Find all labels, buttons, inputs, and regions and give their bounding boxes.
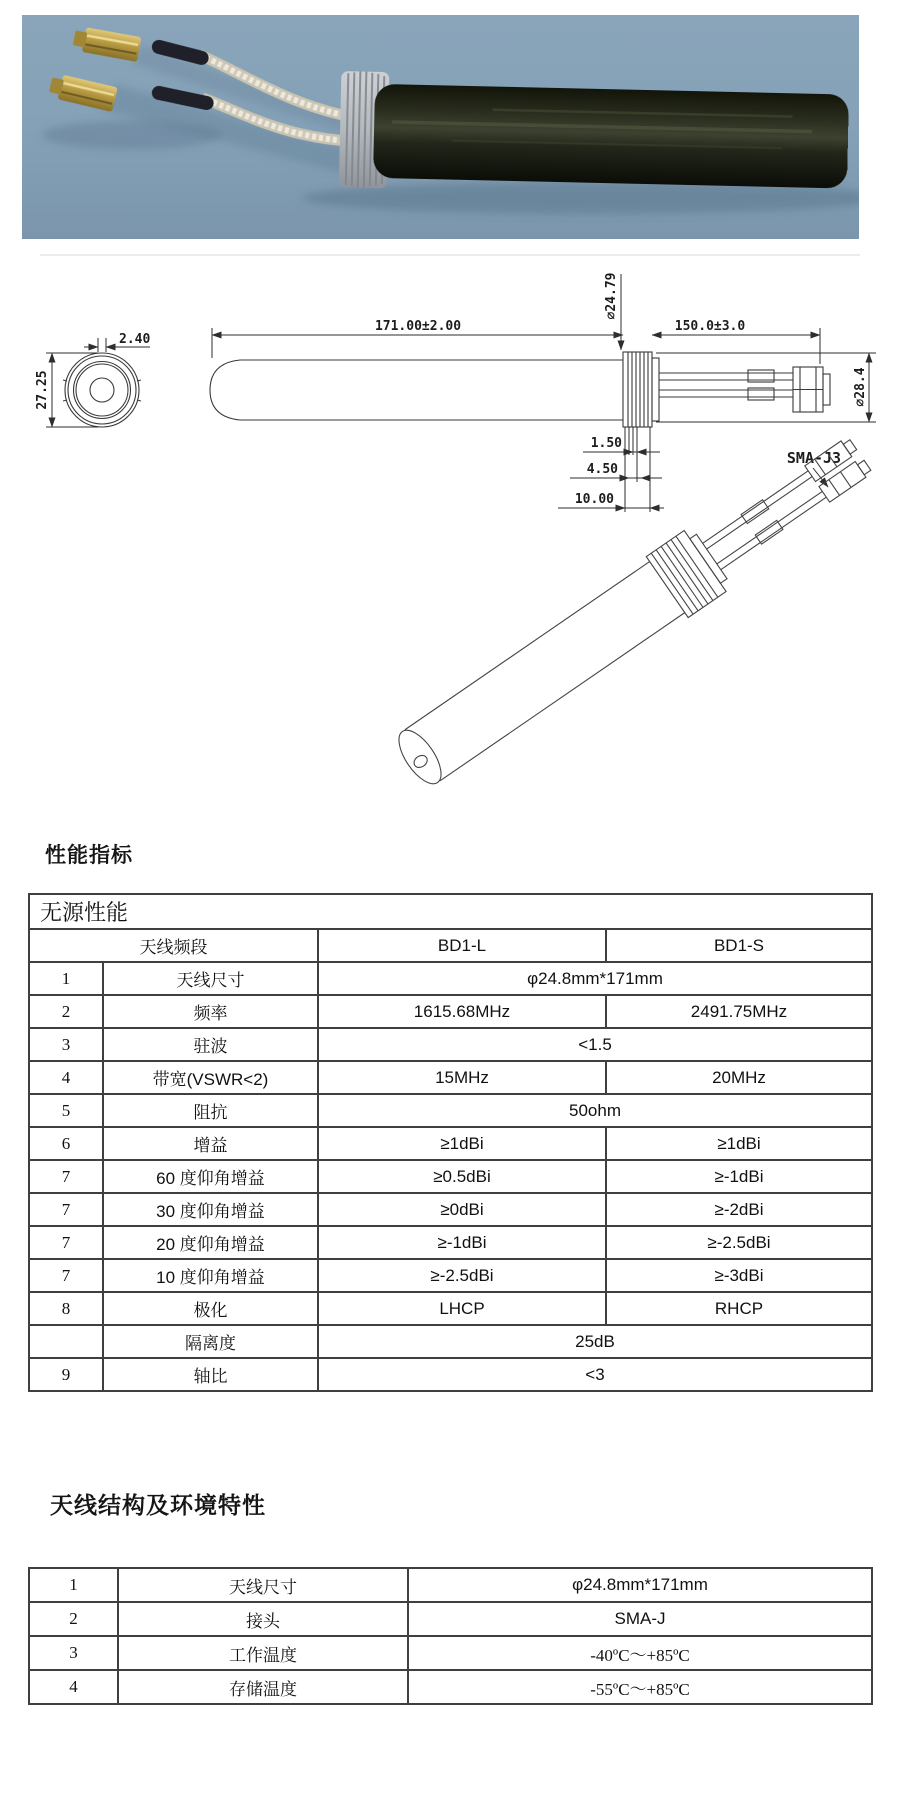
dim-cable-length-label: 150.0±3.0 — [674, 319, 746, 334]
dim-connector-envelope-label: ⌀28.4 — [853, 367, 868, 407]
table-row — [29, 1061, 872, 1094]
dim-step2-label: 4.50 — [586, 462, 618, 477]
table-cell: ≥1dBi — [606, 1127, 872, 1160]
table-cell: -40ºC～+85ºC — [408, 1636, 872, 1670]
connector-type-label: SMA-J3 — [786, 449, 842, 467]
table-cell: ≥-1dBi — [606, 1160, 872, 1193]
structure-table — [28, 1567, 873, 1705]
table-row — [29, 1602, 872, 1636]
radome-body — [373, 84, 849, 189]
table-cell: 1 — [29, 962, 103, 995]
performance-table — [28, 893, 873, 1392]
table-cell: 60 度仰角增益 — [103, 1160, 318, 1193]
table-cell: 天线尺寸 — [103, 962, 318, 995]
table-cell: 7 — [29, 1160, 103, 1193]
table-row — [29, 1226, 872, 1259]
table-cell: 2491.75MHz — [606, 995, 872, 1028]
table-cell: SMA-J — [408, 1602, 872, 1636]
table-row — [29, 962, 872, 995]
table-cell: 8 — [29, 1292, 103, 1325]
table-cell: 工作温度 — [118, 1636, 408, 1670]
table-row — [29, 1568, 872, 1602]
table-cell: 4 — [29, 1061, 103, 1094]
table-cell: -55ºC～+85ºC — [408, 1670, 872, 1704]
table-cell: φ24.8mm*171mm — [408, 1568, 872, 1602]
col-header-band: 天线频段 — [29, 929, 318, 962]
table-cell: 频率 — [103, 995, 318, 1028]
table-row — [29, 1193, 872, 1226]
table-cell: 7 — [29, 1259, 103, 1292]
dim-collar-dia-label: ⌀24.79 — [604, 272, 619, 320]
table-cell: ≥-2dBi — [606, 1193, 872, 1226]
table-cell: 9 — [29, 1358, 103, 1391]
col-header-bd1l: BD1-L — [318, 929, 606, 962]
dim-front-dia-label: 27.25 — [35, 370, 50, 410]
table-cell: 3 — [29, 1636, 118, 1670]
table-cell: 15MHz — [318, 1061, 606, 1094]
side-view — [210, 352, 830, 427]
table-row — [29, 1358, 872, 1391]
table-cell: ≥1dBi — [318, 1127, 606, 1160]
table-row — [29, 1028, 872, 1061]
table-cell: <1.5 — [318, 1028, 872, 1061]
table-cell — [29, 1325, 103, 1358]
table-row — [29, 1325, 872, 1358]
table-cell: 1 — [29, 1568, 118, 1602]
table-cell: ≥0.5dBi — [318, 1160, 606, 1193]
table-cell: LHCP — [318, 1292, 606, 1325]
front-view — [63, 353, 141, 427]
table-cell: 带宽(VSWR<2) — [103, 1061, 318, 1094]
col-header-bd1s: BD1-S — [606, 929, 872, 962]
table-cell: 50ohm — [318, 1094, 872, 1127]
product-photo-art — [22, 15, 859, 239]
table-cell: 5 — [29, 1094, 103, 1127]
dim-step1-label: 1.50 — [590, 436, 622, 451]
table-cell: ≥-3dBi — [606, 1259, 872, 1292]
structure-section-title: 天线结构及环境特性 — [50, 1492, 266, 1518]
table-row — [29, 894, 872, 929]
table-cell: ≥-2.5dBi — [606, 1226, 872, 1259]
table-cell: ≥-1dBi — [318, 1226, 606, 1259]
table-cell: 驻波 — [103, 1028, 318, 1061]
table-cell: 阻抗 — [103, 1094, 318, 1127]
table-cell: ≥-2.5dBi — [318, 1259, 606, 1292]
technical-drawing — [0, 250, 900, 790]
table-cell: 1615.68MHz — [318, 995, 606, 1028]
table-row — [29, 995, 872, 1028]
table-cell: 天线尺寸 — [118, 1568, 408, 1602]
table-cell: 6 — [29, 1127, 103, 1160]
table-cell: 轴比 — [103, 1358, 318, 1391]
product-photo — [22, 15, 859, 239]
dim-step3-label: 10.00 — [574, 492, 614, 507]
table-cell: 3 — [29, 1028, 103, 1061]
table-cell: 20MHz — [606, 1061, 872, 1094]
table-cell: 隔离度 — [103, 1325, 318, 1358]
table-cell: 增益 — [103, 1127, 318, 1160]
table-cell: φ24.8mm*171mm — [318, 962, 872, 995]
table-cell: 极化 — [103, 1292, 318, 1325]
table-cell: ≥0dBi — [318, 1193, 606, 1226]
table-cell: 7 — [29, 1226, 103, 1259]
table-row — [29, 1670, 872, 1704]
table-row — [29, 1636, 872, 1670]
table-section-header: 无源性能 — [29, 894, 872, 929]
table-cell: 接头 — [118, 1602, 408, 1636]
table-cell: 7 — [29, 1193, 103, 1226]
table-cell: 存储温度 — [118, 1670, 408, 1704]
table-cell: 4 — [29, 1670, 118, 1704]
performance-section-title: 性能指标 — [45, 844, 133, 867]
table-cell: 2 — [29, 1602, 118, 1636]
table-row — [29, 929, 872, 962]
table-row — [29, 1160, 872, 1193]
table-row — [29, 1094, 872, 1127]
table-cell: 2 — [29, 995, 103, 1028]
dim-body-length-label: 171.00±2.00 — [374, 319, 462, 334]
table-cell: 25dB — [318, 1325, 872, 1358]
table-row — [29, 1292, 872, 1325]
table-cell: 30 度仰角增益 — [103, 1193, 318, 1226]
table-cell: RHCP — [606, 1292, 872, 1325]
dim-front-slot-label: 2.40 — [119, 332, 151, 347]
table-cell: <3 — [318, 1358, 872, 1391]
table-row — [29, 1127, 872, 1160]
table-cell: 20 度仰角增益 — [103, 1226, 318, 1259]
table-row — [29, 1259, 872, 1292]
isometric-view — [388, 424, 882, 790]
table-cell: 10 度仰角增益 — [103, 1259, 318, 1292]
